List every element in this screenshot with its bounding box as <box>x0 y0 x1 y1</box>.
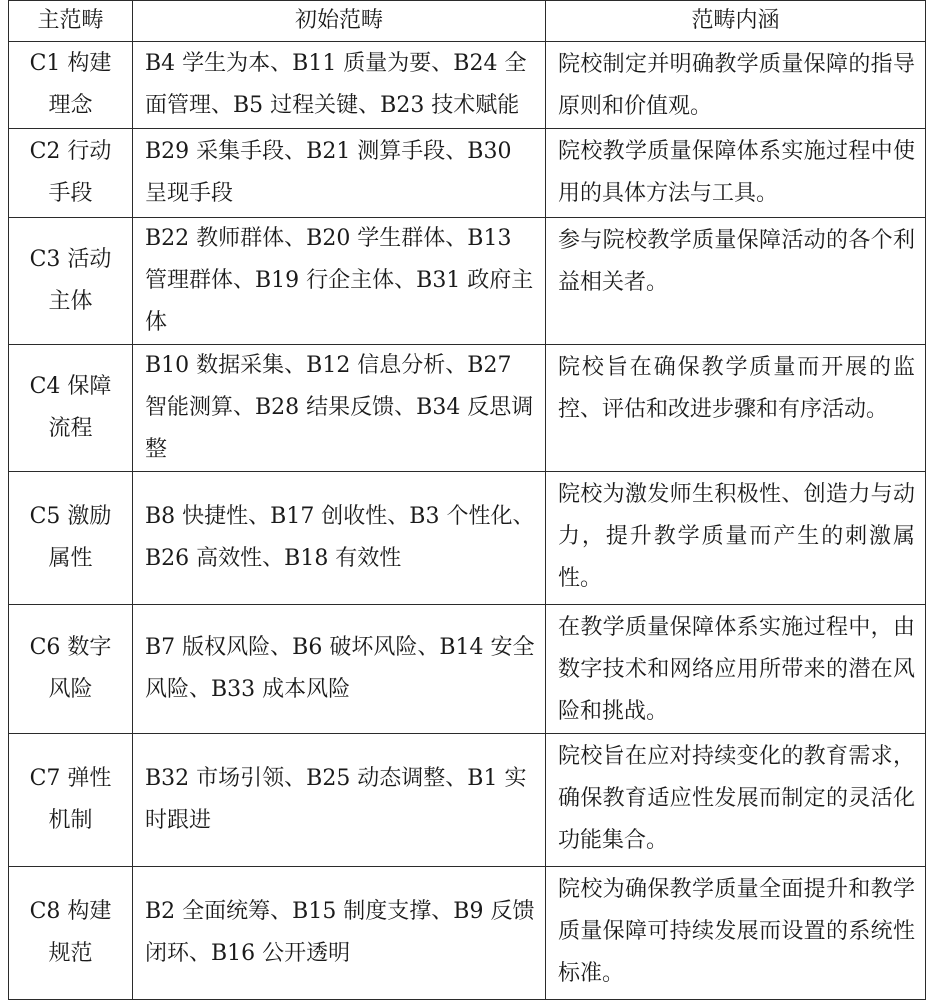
meaning-text: 院校教学质量保障体系实施过程中使用的具体方法与工具。 <box>558 139 915 206</box>
main-category-line2: 理念 <box>48 93 93 118</box>
table-row <box>9 734 926 867</box>
initial-category-cell: B10 数据采集、B12 信息分析、B27 智能测算、B28 结果反馈、B34 反思调整 <box>133 345 546 472</box>
initial-category-cell: B29 采集手段、B21 测算手段、B30 呈现手段 <box>133 129 546 218</box>
table-row <box>9 605 926 734</box>
main-category-line1: C5 激励 <box>29 504 112 529</box>
main-category-cell <box>9 605 133 734</box>
meaning-cell <box>546 129 926 218</box>
meaning-text: 参与院校教学质量保障活动的各个利益相关者。 <box>558 228 915 295</box>
meaning-text: 院校制定并明确教学质量保障的指导原则和价值观。 <box>558 52 915 119</box>
meaning-cell <box>546 605 926 734</box>
main-category-line2: 手段 <box>48 181 93 206</box>
meaning-text: 院校为激发师生积极性、创造力与动力，提升教学质量而产生的刺激属性。 <box>558 482 915 591</box>
main-category-line2: 机制 <box>48 808 93 833</box>
table-row <box>9 472 926 605</box>
meaning-cell <box>546 734 926 867</box>
main-category-line1: C8 构建 <box>29 899 112 924</box>
main-category-line1: C1 构建 <box>29 51 112 76</box>
initial-category-cell: B22 教师群体、B20 学生群体、B13 管理群体、B19 行企主体、B31 政府主体 <box>133 218 546 345</box>
meaning-cell <box>546 867 926 1000</box>
main-category-cell <box>9 472 133 605</box>
table-row <box>9 218 926 345</box>
main-category-line1: C3 活动 <box>29 247 112 272</box>
main-category-line2: 主体 <box>48 289 93 314</box>
meaning-cell <box>546 42 926 129</box>
main-category-line1: C4 保障 <box>29 374 112 399</box>
main-category-line1: C6 数字 <box>29 635 112 660</box>
table-row <box>9 42 926 129</box>
meaning-text: 院校旨在应对持续变化的教育需求，确保教育适应性发展而制定的灵活化功能集合。 <box>558 744 915 853</box>
initial-category-cell: B4 学生为本、B11 质量为要、B24 全面管理、B5 过程关键、B23 技术赋能 <box>133 42 546 129</box>
main-category-line2: 规范 <box>48 941 93 966</box>
table-row <box>9 345 926 472</box>
meaning-cell <box>546 345 926 472</box>
main-category-line2: 风险 <box>48 677 93 702</box>
initial-category-cell: B2 全面统筹、B15 制度支撑、B9 反馈闭环、B16 公开透明 <box>133 867 546 1000</box>
meaning-text: 院校旨在确保教学质量而开展的监控、评估和改进步骤和有序活动。 <box>558 355 915 422</box>
main-category-cell <box>9 734 133 867</box>
main-category-cell <box>9 42 133 129</box>
meaning-text: 院校为确保教学质量全面提升和教学质量保障可持续发展而设置的系统性标准。 <box>558 877 915 986</box>
category-table <box>8 0 926 1000</box>
main-category-cell <box>9 867 133 1000</box>
main-category-cell <box>9 218 133 345</box>
table-row <box>9 129 926 218</box>
table-header-row <box>9 1 926 42</box>
initial-category-cell: B8 快捷性、B17 创收性、B3 个性化、B26 高效性、B18 有效性 <box>133 472 546 605</box>
header-initial-category: 初始范畴 <box>133 1 546 42</box>
meaning-text: 在教学质量保障体系实施过程中，由数字技术和网络应用所带来的潜在风险和挑战。 <box>558 615 915 724</box>
meaning-cell <box>546 472 926 605</box>
initial-category-cell: B32 市场引领、B25 动态调整、B1 实时跟进 <box>133 734 546 867</box>
main-category-cell <box>9 345 133 472</box>
main-category-line2: 流程 <box>48 416 93 441</box>
initial-category-cell: B7 版权风险、B6 破坏风险、B14 安全风险、B33 成本风险 <box>133 605 546 734</box>
main-category-line1: C2 行动 <box>29 139 112 164</box>
table-row <box>9 867 926 1000</box>
main-category-cell <box>9 129 133 218</box>
header-category-meaning: 范畴内涵 <box>546 1 926 42</box>
header-main-category: 主范畴 <box>9 1 133 42</box>
main-category-line2: 属性 <box>48 546 93 571</box>
meaning-cell <box>546 218 926 345</box>
main-category-line1: C7 弹性 <box>29 766 112 791</box>
